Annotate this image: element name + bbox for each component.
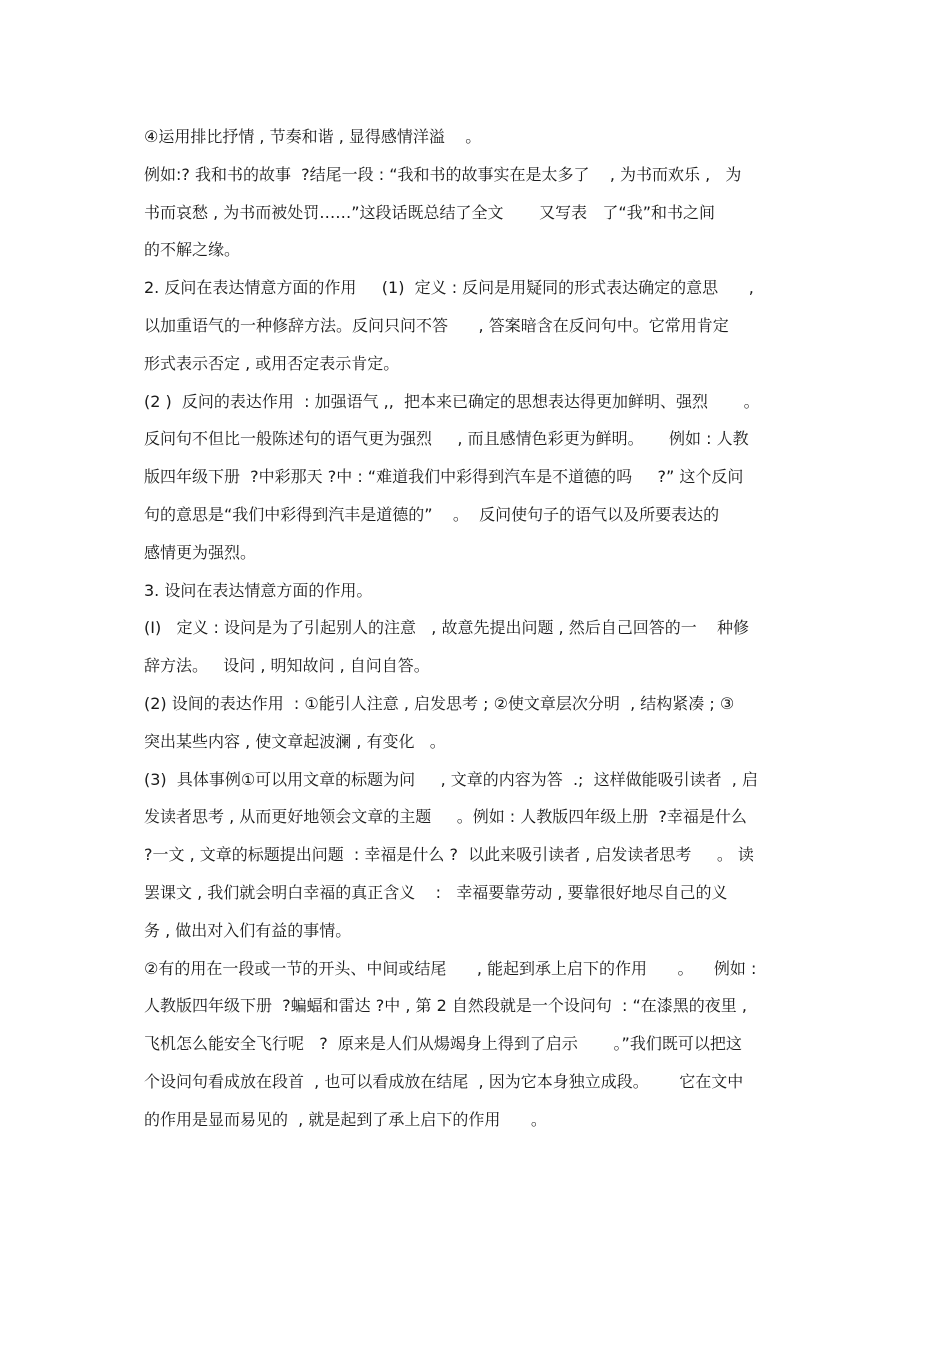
text-line: 感情更为强烈。 [144, 542, 257, 562]
text-line: 人教版四年级下册 ?蝙蝠和雷达 ?中 , 第 2 自然段就是一个设问句 : “在漆黑的夜里 , [144, 996, 747, 1016]
text-line: 3. 设问在表达情意方面的作用。 [144, 580, 373, 600]
text-line: ④运用排比抒情 , 节奏和谐 , 显得感情洋溢 。 [144, 127, 482, 146]
text-line: 辞方法。 设问 , 明知故问 , 自问自答。 [144, 656, 430, 676]
text-line: 形式表示否定 , 或用否定表示肯定。 [144, 353, 400, 373]
text-line: (2 ) 反问的表达作用 : 加强语气 ,, 把本来已确定的思想表达得更加鲜明、强烈 。 [144, 391, 760, 411]
text-line: 的作用是显而易见的 , 就是起到了承上启下的作用 。 [144, 1109, 547, 1129]
text-line: 例如:? 我和书的故事 ?结尾一段 : “我和书的故事实在是太多了 , 为书而欢乐 , 为 [144, 164, 742, 184]
text-line: (2) 设间的表达作用 : ①能引人注意 , 启发思考 ; ②使文章层次分明 , 结构紧凑 ; ③ [144, 693, 735, 713]
text-line: (3) 具体事例①可以用文章的标题为问 , 文章的内容为答 .; 这样做能吸引读者 , 启 [144, 769, 758, 789]
text-line: 突出某些内容 , 使文章起波澜 , 有变化 。 [144, 731, 446, 751]
document-body [144, 118, 814, 1139]
text-line: 发读者思考 , 从而更好地领会文章的主题 。例如 : 人教版四年级上册 ?幸福是什么 [144, 807, 747, 827]
text-line: 句的意思是“我们中彩得到汽丰是道德的” 。 反问使句子的语气以及所要表达的 [144, 504, 720, 524]
text-line: 个设问句看成放在段首 , 也可以看成放在结尾 , 因为它本身独立成段。 它在文中 [144, 1071, 744, 1091]
text-line: 以加重语气的一种修辞方法。反问只问不答 , 答案暗含在反问句中。它常用肯定 [144, 315, 729, 335]
text-line: 罢课文 , 我们就会明白幸福的真正含义 : 幸福要靠劳动 , 要靠很好地尽自己的义 [144, 882, 728, 902]
text-line: 务 , 做出对入们有益的事情。 [144, 920, 352, 940]
text-line: ②有的用在一段或一节的开头、中间或结尾 , 能起到承上启下的作用 。 例如 : [144, 958, 757, 978]
text-line: 书而哀愁 , 为书而被处罚……”这段话既总结了全文 又写表 了“我”和书之间 [144, 202, 715, 222]
text-line: 2. 反问在表达情意方面的作用 (1) 定义 : 反问是用疑同的形式表达确定的意思 , [144, 278, 754, 298]
text-line: ?一文 , 文章的标题提出问题 : 幸福是什么 ? 以此来吸引读者 , 启发读者思考 。 读 [144, 845, 754, 865]
text-line: 版四年级下册 ?中彩那天 ?中 : “难道我们中彩得到汽车是不道德的吗 ?” 这个反问 [144, 467, 744, 487]
text-line: (I) 定义 : 设问是为了引起别人的注意 , 故意先提出问题 , 然后自己回答的一 种修 [144, 618, 750, 638]
text-line: 的不解之缘。 [144, 240, 241, 260]
text-line: 飞机怎么能安全飞行呢 ? 原来是人们从煬竭身上得到了启示 。”我们既可以把这 [144, 1034, 742, 1054]
text-line: 反问句不但比一般陈述句的语气更为强烈 , 而且感情色彩更为鲜明。 例如 : 人教 [144, 429, 749, 449]
